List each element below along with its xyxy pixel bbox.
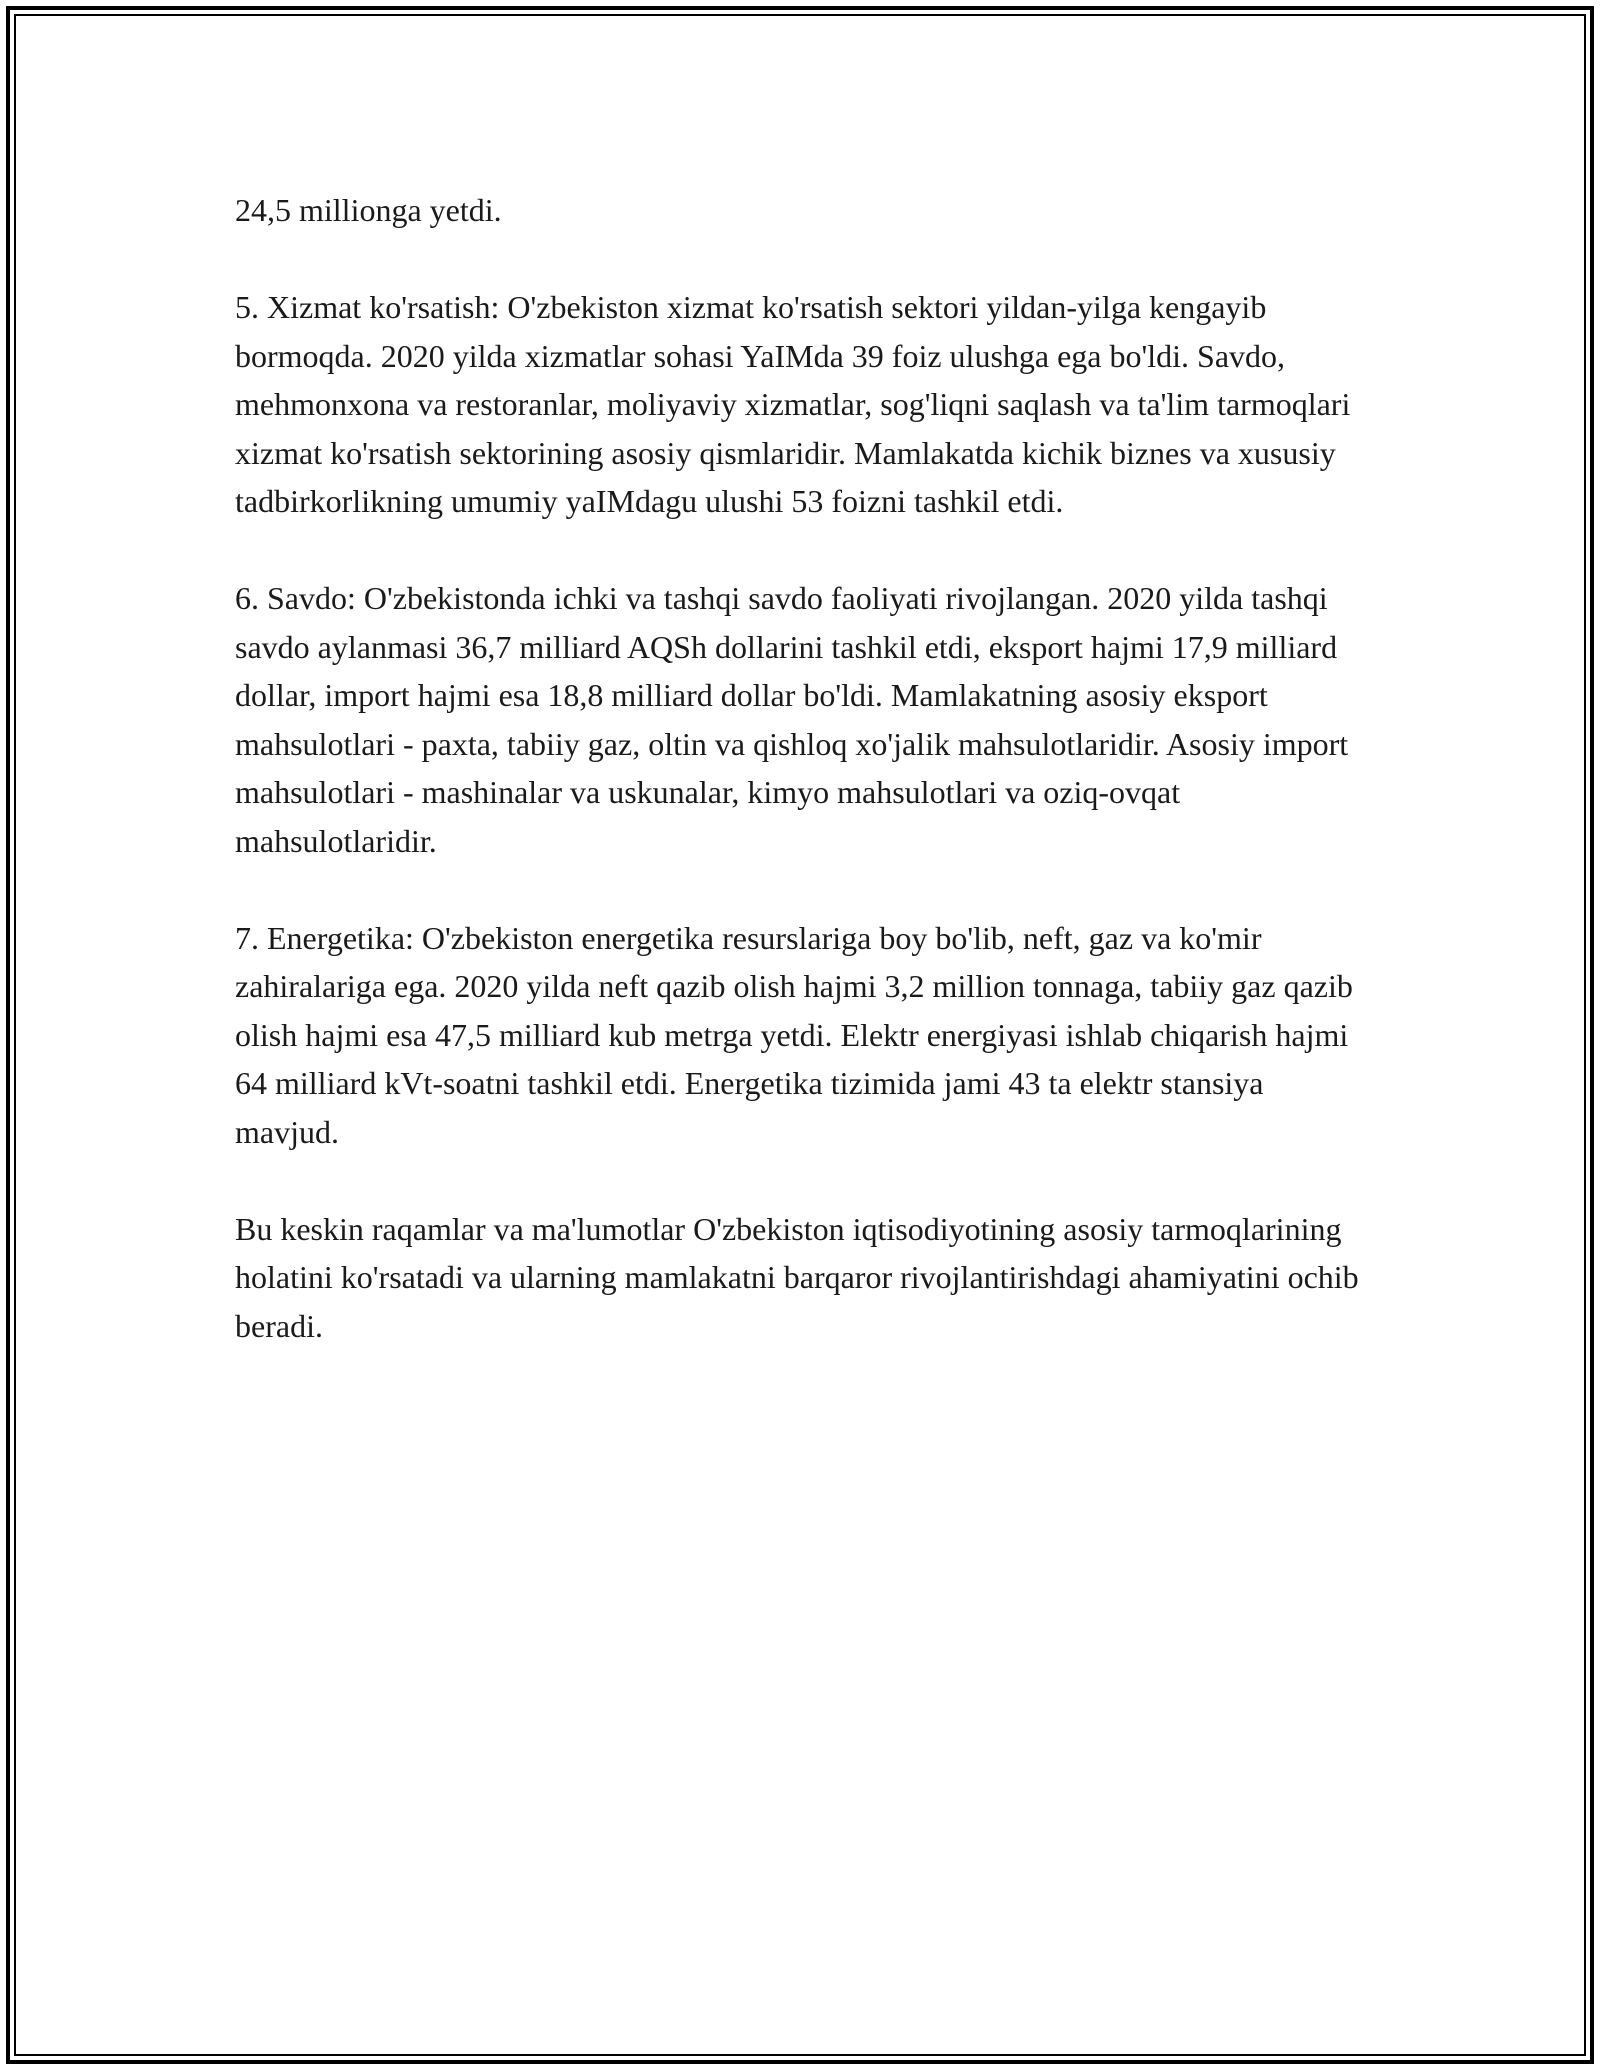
paragraph-trade: 6. Savdo: O'zbekistonda ichki va tashqi savdo faoliyati rivojlangan. 2020 yilda tashqi savdo aylanmasi 36,7 milliard AQSh dollarini tashkil etdi, eksport hajmi 17,9 milliard dollar, import hajmi esa 18,8 milliard dollar bo'ldi. Mamlakatning asosiy eksport mahsulotlari - paxta, tabiiy gaz, oltin va qishloq xo'jalik mahsulotlaridir. Asosiy import mahsulotlari - mashinalar va uskunalar, kimyo mahsulotlari va oziq-ovqat mahsulotlaridir. <box>235 580 1349 859</box>
document-body <box>235 186 1370 1350</box>
paragraph-continuation: 24,5 millionga yetdi. <box>235 192 502 228</box>
paragraph-conclusion: Bu keskin raqamlar va ma'lumotlar O'zbekiston iqtisodiyotining asosiy tarmoqlarining holatini ko'rsatadi va ularning mamlakatni barqaror rivojlantirishdagi ahamiyatini ochib beradi. <box>235 1210 1359 1344</box>
paragraph-energy: 7. Energetika: O'zbekiston energetika resurslariga boy bo'lib, neft, gaz va ko'mir zahiralariga ega. 2020 yilda neft qazib olish hajmi 3,2 million tonnaga, tabiiy gaz qazib olish hajmi esa 47,5 milliard kub metrga yetdi. Elektr energiyasi ishlab chiqarish hajmi 64 milliard kVt-soatni tashkil etdi. Energetika tizimida jami 43 ta elektr stansiya mavjud. <box>235 919 1353 1150</box>
paragraph-services: 5. Xizmat ko'rsatish: O'zbekiston xizmat ko'rsatish sektori yildan-yilga kengayib bormoqda. 2020 yilda xizmatlar sohasi YaIMda 39 foiz ulushga ega bo'ldi. Savdo, mehmonxona va restoranlar, moliyaviy xizmatlar, sog'liqni saqlash va ta'lim tarmoqlari xizmat ko'rsatish sektorining asosiy qismlaridir. Mamlakatda kichik biznes va xususiy tadbirkorlikning umumiy yaIMdagu ulushi 53 foizni tashkil etdi. <box>235 289 1351 519</box>
